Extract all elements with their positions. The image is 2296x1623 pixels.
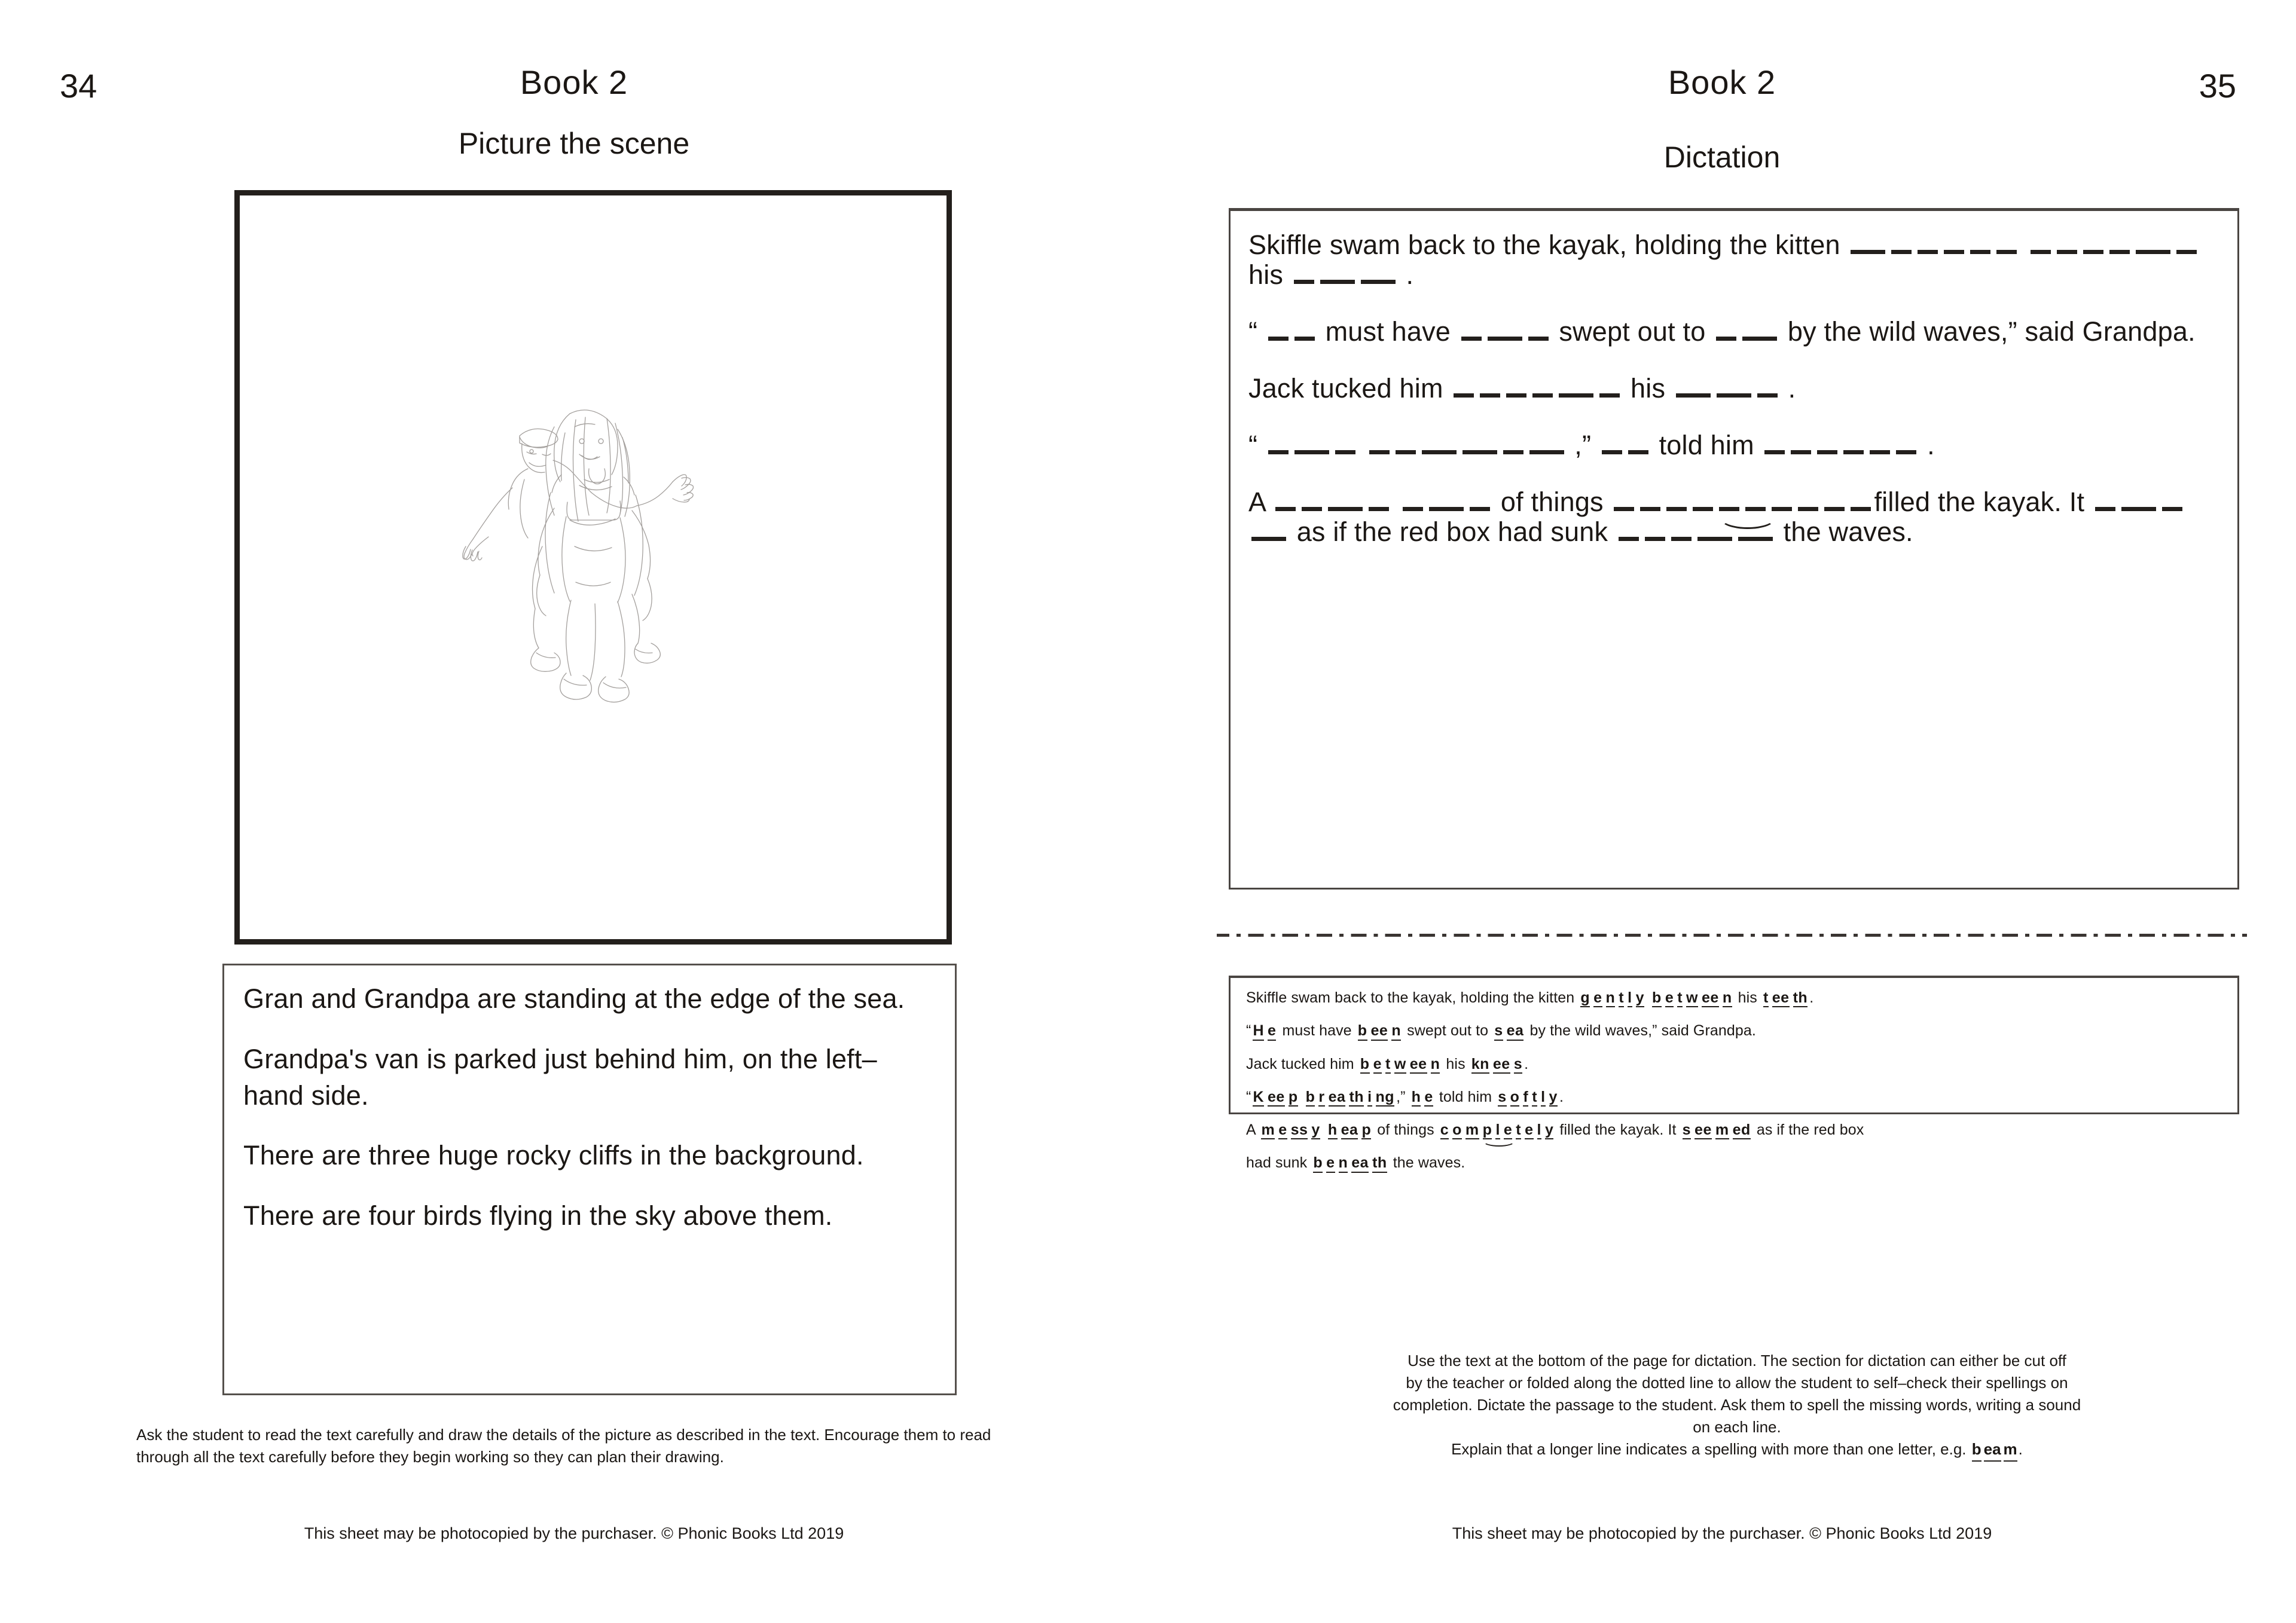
answer-grapheme: n — [1339, 1155, 1348, 1172]
scene-description-box — [222, 964, 957, 1395]
answer-grapheme: l — [1537, 1122, 1541, 1139]
dictation-blank[interactable] — [1429, 486, 1464, 511]
page-number-right: 35 — [2199, 67, 2236, 105]
answer-spelling — [1681, 1122, 1752, 1139]
answer-grapheme: ea — [1341, 1122, 1358, 1139]
dictation-blank-group[interactable] — [1400, 487, 1501, 517]
dictation-note-line: by the teacher or folded along the dotted line to allow the student to self–check their spellings on — [1406, 1373, 2068, 1392]
dictation-note-line: Use the text at the bottom of the page for dictation. The section for dictation can either be cut off — [1407, 1352, 2066, 1370]
dictation-text: swept out to — [1559, 316, 1714, 347]
answer-grapheme: ee — [1772, 990, 1790, 1007]
answer-grapheme: t — [1619, 990, 1624, 1007]
dictation-blank[interactable] — [1369, 486, 1389, 511]
dictation-blank[interactable] — [1645, 516, 1665, 541]
answer-grapheme: ee — [1702, 990, 1719, 1007]
dictation-blank[interactable] — [1268, 429, 1289, 454]
answer-text: the waves. — [1388, 1154, 1465, 1172]
answer-grapheme: p — [1361, 1122, 1371, 1139]
answer-grapheme: n — [1431, 1056, 1440, 1074]
answer-grapheme: t — [1385, 1056, 1391, 1074]
answer-grapheme: c — [1440, 1122, 1449, 1139]
dictation-blank-group[interactable] — [1272, 487, 1400, 517]
dictation-text: . — [1406, 259, 1414, 291]
dictation-blank[interactable] — [1716, 316, 1736, 341]
dictation-blank[interactable] — [1463, 429, 1497, 454]
answer-grapheme: e — [1424, 1089, 1433, 1107]
answer-text: “ — [1246, 1022, 1251, 1040]
dictation-blank[interactable] — [1268, 316, 1289, 341]
answer-grapheme: th — [1793, 990, 1808, 1007]
dictation-blank[interactable] — [1798, 486, 1818, 511]
answer-grapheme: e — [1373, 1056, 1382, 1074]
dictation-line[interactable] — [1248, 372, 2222, 402]
answer-line — [1246, 1122, 2223, 1139]
answer-grapheme: th — [1372, 1155, 1387, 1172]
answer-grapheme: s — [1498, 1089, 1506, 1107]
answer-spelling — [1358, 1056, 1442, 1074]
answer-line — [1246, 1056, 2223, 1074]
dictation-blank-group[interactable] — [1366, 430, 1575, 460]
dictation-blank-group[interactable] — [1673, 373, 1788, 404]
dictation-blank[interactable] — [1851, 486, 1871, 511]
answer-grapheme: n — [1606, 990, 1616, 1007]
dictation-blank[interactable] — [1320, 259, 1355, 284]
book-title-right: Book 2 — [1668, 63, 1776, 101]
answer-grapheme: r — [1318, 1089, 1324, 1107]
dictation-blank[interactable] — [2136, 229, 2170, 254]
teacher-instruction-note: Ask the student to read the text carefully and draw the details of the picture as described in the text. Encourage them to read through all the text carefully before they begin working so they can plan their drawing. — [136, 1426, 991, 1466]
answer-grapheme: b — [1313, 1155, 1323, 1172]
example-period: . — [2018, 1439, 2023, 1458]
dictation-text: A — [1248, 487, 1273, 518]
answer-grapheme: y — [1545, 1122, 1553, 1139]
answer-text: Jack tucked him — [1246, 1055, 1358, 1072]
answer-grapheme: s — [1494, 1023, 1503, 1040]
answer-grapheme: p — [1483, 1122, 1492, 1139]
answer-text: swept out to — [1403, 1022, 1493, 1040]
answer-text: “ — [1246, 1088, 1251, 1105]
dictation-blank[interactable] — [1396, 429, 1416, 454]
dictation-blank[interactable] — [1851, 229, 1885, 254]
answer-grapheme: w — [1686, 990, 1698, 1007]
answer-grapheme: e — [1278, 1122, 1287, 1139]
answer-text — [1300, 1089, 1304, 1105]
dictation-blank-group[interactable] — [1761, 430, 1927, 460]
answer-grapheme: m — [1465, 1122, 1479, 1139]
dictation-blank[interactable] — [1717, 372, 1751, 398]
example-grapheme: ea — [1984, 1438, 2001, 1462]
answer-grapheme: th — [1349, 1089, 1364, 1107]
dictation-blank[interactable] — [1944, 229, 1964, 254]
dictation-blank[interactable] — [1693, 486, 1713, 511]
answer-grapheme: t — [1532, 1089, 1537, 1107]
answer-spelling — [1356, 1023, 1403, 1040]
answer-spelling — [1326, 1122, 1373, 1139]
dictation-lines-container — [1248, 229, 2222, 546]
answer-grapheme: ea — [1329, 1089, 1346, 1107]
answer-grapheme: ea — [1351, 1155, 1369, 1172]
copyright-notice-left: This sheet may be photocopied by the purchaser. © Phonic Books Ltd 2019 — [304, 1524, 844, 1542]
description-paragraph: There are three huge rocky cliffs in the background. — [243, 1140, 864, 1171]
dictation-blank[interactable] — [1506, 372, 1526, 398]
split-digraph-arc — [1483, 1136, 1515, 1147]
answer-spelling — [1650, 990, 1734, 1007]
dictation-blank-group[interactable] — [1265, 430, 1366, 460]
dictation-text: ,” — [1574, 430, 1599, 461]
section-title-dictation: Dictation — [1663, 140, 1781, 174]
dictation-blank[interactable] — [2162, 486, 2182, 511]
answer-grapheme: ee — [1493, 1056, 1510, 1074]
dictation-blank[interactable] — [1488, 316, 1522, 341]
answer-grapheme: h — [1328, 1122, 1338, 1139]
answer-grapheme: b — [1306, 1089, 1315, 1107]
dictation-blank[interactable] — [1361, 259, 1396, 284]
answer-grapheme: ss — [1291, 1122, 1308, 1139]
dictation-blank[interactable] — [2121, 486, 2156, 511]
answer-grapheme: e — [1504, 1122, 1512, 1139]
dictation-blank[interactable] — [1503, 429, 1523, 454]
dictation-blank[interactable] — [1251, 516, 1286, 541]
answer-grapheme: H — [1253, 1023, 1264, 1040]
dictation-blank[interactable] — [1528, 316, 1549, 341]
dictation-text: . — [1788, 373, 1796, 404]
fold-dotted-line — [1217, 934, 2247, 937]
answer-grapheme: ee — [1694, 1122, 1712, 1139]
dictation-text: of things — [1500, 487, 1611, 518]
example-grapheme: b — [1972, 1438, 1981, 1462]
dictation-blank[interactable] — [2057, 229, 2077, 254]
dictation-blank[interactable] — [1302, 486, 1322, 511]
answer-grapheme: n — [1391, 1023, 1401, 1040]
answer-spelling — [1311, 1155, 1388, 1172]
answer-grapheme: kn — [1471, 1056, 1489, 1074]
dictation-blank[interactable] — [1891, 229, 1912, 254]
answer-grapheme: t — [1677, 990, 1683, 1007]
answer-grapheme: e — [1593, 990, 1602, 1007]
dictation-blank[interactable] — [1529, 429, 1564, 454]
dictation-blank[interactable] — [1614, 486, 1634, 511]
answer-spelling — [1251, 1023, 1278, 1040]
answer-text: . — [1524, 1055, 1529, 1072]
answer-text: must have — [1278, 1022, 1356, 1040]
dictation-blank[interactable] — [1824, 486, 1845, 511]
dictation-blank[interactable] — [1628, 429, 1648, 454]
answer-grapheme: ee — [1268, 1089, 1285, 1107]
dictation-blank[interactable] — [1294, 259, 1314, 284]
answer-grapheme: y — [1636, 990, 1644, 1007]
answer-text: . — [1559, 1088, 1564, 1105]
answer-text: his — [1733, 989, 1761, 1006]
answer-line — [1246, 1155, 2223, 1172]
dictation-text: by the wild waves,” said Grandpa. — [1787, 316, 2196, 347]
answer-text — [1322, 1121, 1326, 1138]
answer-grapheme: e — [1326, 1155, 1335, 1172]
dictation-blank[interactable] — [1461, 316, 1482, 341]
dictation-blank-group[interactable] — [2028, 230, 2200, 260]
answer-grapheme: y — [1311, 1122, 1320, 1139]
answer-grapheme: ea — [1507, 1023, 1524, 1040]
answer-line — [1246, 1023, 2223, 1040]
dictation-text: filled the kayak. It — [1874, 487, 2092, 518]
dictation-text: the waves. — [1783, 516, 1913, 547]
answer-grapheme: t — [1516, 1122, 1521, 1139]
answer-text: told him — [1434, 1088, 1497, 1105]
dictation-blank[interactable] — [1532, 372, 1553, 398]
answer-text: filled the kayak. It — [1555, 1121, 1681, 1138]
dictation-answer-key-box — [1229, 976, 2239, 1172]
dictation-note-example — [1280, 1438, 2194, 1462]
answer-spelling — [1492, 1023, 1525, 1040]
dictation-note-example-prefix: Explain that a longer line indicates a spelling with more than one letter, e.g. — [1451, 1439, 1971, 1458]
page-number-left: 34 — [60, 67, 97, 105]
answer-text: of things — [1373, 1121, 1439, 1138]
dictation-blank[interactable] — [1403, 486, 1423, 511]
picture-drawing-box[interactable] — [234, 190, 952, 945]
dictation-line[interactable] — [1248, 229, 2222, 289]
answer-text: as if the red box — [1752, 1121, 1864, 1138]
dictation-blank[interactable] — [1559, 372, 1593, 398]
dictation-blank-group[interactable] — [1451, 373, 1631, 404]
dictation-blank[interactable] — [2095, 486, 2115, 511]
dictation-blank[interactable] — [1619, 516, 1639, 541]
book-title-left: Book 2 — [520, 63, 628, 101]
dictation-blank-group[interactable] — [1848, 230, 2028, 260]
answer-grapheme: o — [1452, 1122, 1462, 1139]
answer-grapheme: e — [1268, 1023, 1276, 1040]
dictation-blank[interactable] — [1335, 429, 1355, 454]
answer-grapheme: m — [1261, 1122, 1275, 1139]
dictation-blank[interactable] — [1791, 429, 1811, 454]
answer-line — [1246, 990, 2223, 1007]
dictation-instruction-note — [1280, 1350, 2194, 1462]
dictation-text: . — [1927, 430, 1935, 461]
dictation-blank-group[interactable] — [1291, 259, 1406, 290]
answer-text: A — [1246, 1121, 1260, 1138]
right-page-header — [1148, 63, 2296, 114]
dictation-note-line: completion. Dictate the passage to the student. Ask them to spell the missing words, writing a sound — [1393, 1395, 2081, 1414]
dictation-blank-group[interactable] — [1265, 316, 1326, 347]
answer-grapheme: b — [1358, 1023, 1367, 1040]
answer-text: by the wild waves,” said Grandpa. — [1525, 1022, 1756, 1040]
answer-grapheme: w — [1394, 1056, 1406, 1074]
answer-spelling — [1259, 1122, 1321, 1139]
dictation-blank-group[interactable] — [1611, 486, 1874, 516]
answer-spelling — [1410, 1089, 1435, 1107]
answer-spelling — [1470, 1056, 1524, 1074]
dictation-blank[interactable] — [1757, 372, 1778, 398]
dictation-text: as if the red box had sunk — [1296, 516, 1616, 547]
dictation-blank[interactable] — [1328, 486, 1363, 511]
answer-grapheme: s — [1514, 1056, 1522, 1074]
answer-text: his — [1442, 1055, 1470, 1072]
answer-grapheme: K — [1253, 1089, 1264, 1107]
dictation-blank[interactable] — [1817, 429, 1837, 454]
dictation-blank[interactable] — [1640, 486, 1660, 511]
answer-grapheme: b — [1652, 990, 1662, 1007]
dictation-blank[interactable] — [1470, 486, 1490, 511]
description-paragraph: There are four birds flying in the sky above them. — [243, 1200, 833, 1231]
dictation-line[interactable] — [1248, 429, 2222, 459]
answer-spelling — [1761, 990, 1809, 1007]
dictation-blank[interactable] — [1294, 429, 1329, 454]
dictation-blank[interactable] — [1918, 229, 1938, 254]
answer-text: . — [1809, 989, 1814, 1006]
dictation-blank[interactable] — [1843, 429, 1864, 454]
split-digraph-arc — [1720, 507, 1776, 529]
dictation-blank[interactable] — [1294, 316, 1315, 341]
dictation-blank[interactable] — [1480, 372, 1500, 398]
answer-grapheme: f — [1523, 1089, 1528, 1107]
answer-grapheme: n — [1723, 990, 1732, 1007]
answer-spelling — [1578, 990, 1646, 1007]
dictation-exercise-box[interactable] — [1229, 208, 2239, 890]
answer-grapheme: h — [1412, 1089, 1421, 1107]
dictation-blank[interactable] — [1764, 429, 1785, 454]
answer-grapheme: p — [1289, 1089, 1298, 1107]
dictation-text: “ — [1248, 430, 1265, 461]
description-paragraph: Gran and Grandpa are standing at the edge of the sea. — [243, 983, 905, 1014]
dictation-text: told him — [1659, 430, 1762, 461]
dictation-text: his — [1631, 373, 1673, 404]
dictation-blank[interactable] — [1870, 429, 1890, 454]
answer-grapheme: y — [1549, 1089, 1558, 1107]
dictation-blank-group[interactable] — [1599, 430, 1659, 460]
answer-grapheme: s — [1683, 1122, 1691, 1139]
dictation-blank[interactable] — [2031, 229, 2051, 254]
answer-grapheme: t — [1763, 990, 1769, 1007]
answer-grapheme: l — [1495, 1122, 1500, 1139]
answer-grapheme: ed — [1733, 1122, 1751, 1139]
answer-spelling — [1496, 1089, 1559, 1107]
dictation-blank[interactable] — [1996, 229, 2017, 254]
answer-grapheme: g — [1580, 990, 1590, 1007]
answer-spelling — [1439, 1122, 1556, 1139]
answer-grapheme: ng — [1376, 1089, 1395, 1107]
dictation-blank[interactable] — [1369, 429, 1390, 454]
description-paragraph: Grandpa's van is parked just behind him, on the left–hand side. — [243, 1043, 877, 1111]
dictation-blank[interactable] — [2176, 229, 2197, 254]
answer-grapheme: l — [1541, 1089, 1545, 1107]
dictation-blank[interactable] — [1454, 372, 1474, 398]
answer-spelling — [1304, 1089, 1396, 1107]
dictation-note-line: on each line. — [1693, 1417, 1781, 1436]
dictation-blank[interactable] — [1666, 486, 1687, 511]
dictation-blank[interactable] — [1896, 429, 1916, 454]
dictation-blank[interactable] — [1676, 372, 1711, 398]
answer-text: ,” — [1396, 1088, 1410, 1105]
dictation-blank[interactable] — [1602, 429, 1622, 454]
left-page-header — [0, 63, 1148, 114]
section-title-picture-the-scene: Picture the scene — [458, 127, 690, 160]
gran-and-grandpa-illustration — [453, 403, 734, 732]
dictation-text: “ — [1248, 316, 1265, 347]
answer-grapheme: i — [1367, 1089, 1372, 1107]
answer-grapheme: ee — [1410, 1056, 1427, 1074]
answer-grapheme: o — [1510, 1089, 1520, 1107]
answer-grapheme: e — [1525, 1122, 1533, 1139]
dictation-blank[interactable] — [2083, 229, 2103, 254]
dictation-text: Skiffle swam back to the kayak, holding the kitten — [1248, 230, 1848, 261]
dictation-blank[interactable] — [1671, 516, 1692, 541]
answer-line — [1246, 1089, 2223, 1107]
copyright-notice-right: This sheet may be photocopied by the purchaser. © Phonic Books Ltd 2019 — [1452, 1524, 1992, 1542]
answer-grapheme: ee — [1371, 1023, 1388, 1040]
dictation-line[interactable] — [1248, 316, 2222, 346]
dictation-text: must have — [1325, 316, 1458, 347]
answer-lines-container — [1246, 990, 2223, 1173]
answer-grapheme: b — [1360, 1056, 1370, 1074]
answer-text: had sunk — [1246, 1154, 1312, 1172]
answer-spelling — [1251, 1089, 1299, 1107]
answer-text — [1646, 989, 1650, 1006]
dictation-blank-group[interactable] — [1458, 316, 1559, 347]
answer-grapheme: e — [1665, 990, 1674, 1007]
dictation-line[interactable] — [1248, 486, 2222, 546]
dictation-blank[interactable] — [1742, 316, 1777, 341]
dictation-text: his — [1248, 259, 1291, 291]
answer-grapheme: m — [1715, 1122, 1729, 1139]
dictation-note-example-word — [1971, 1440, 2023, 1458]
dictation-blank[interactable] — [1970, 229, 1990, 254]
dictation-blank[interactable] — [1599, 372, 1620, 398]
dictation-blank-group[interactable] — [1713, 316, 1788, 347]
dictation-blank[interactable] — [2109, 229, 2130, 254]
answer-text: Skiffle swam back to the kayak, holding the kitten — [1246, 989, 1579, 1006]
dictation-blank[interactable] — [1422, 429, 1457, 454]
dictation-blank[interactable] — [1275, 486, 1296, 511]
answer-grapheme: l — [1628, 990, 1632, 1007]
dictation-text: Jack tucked him — [1248, 373, 1451, 404]
example-grapheme: m — [2004, 1438, 2017, 1462]
